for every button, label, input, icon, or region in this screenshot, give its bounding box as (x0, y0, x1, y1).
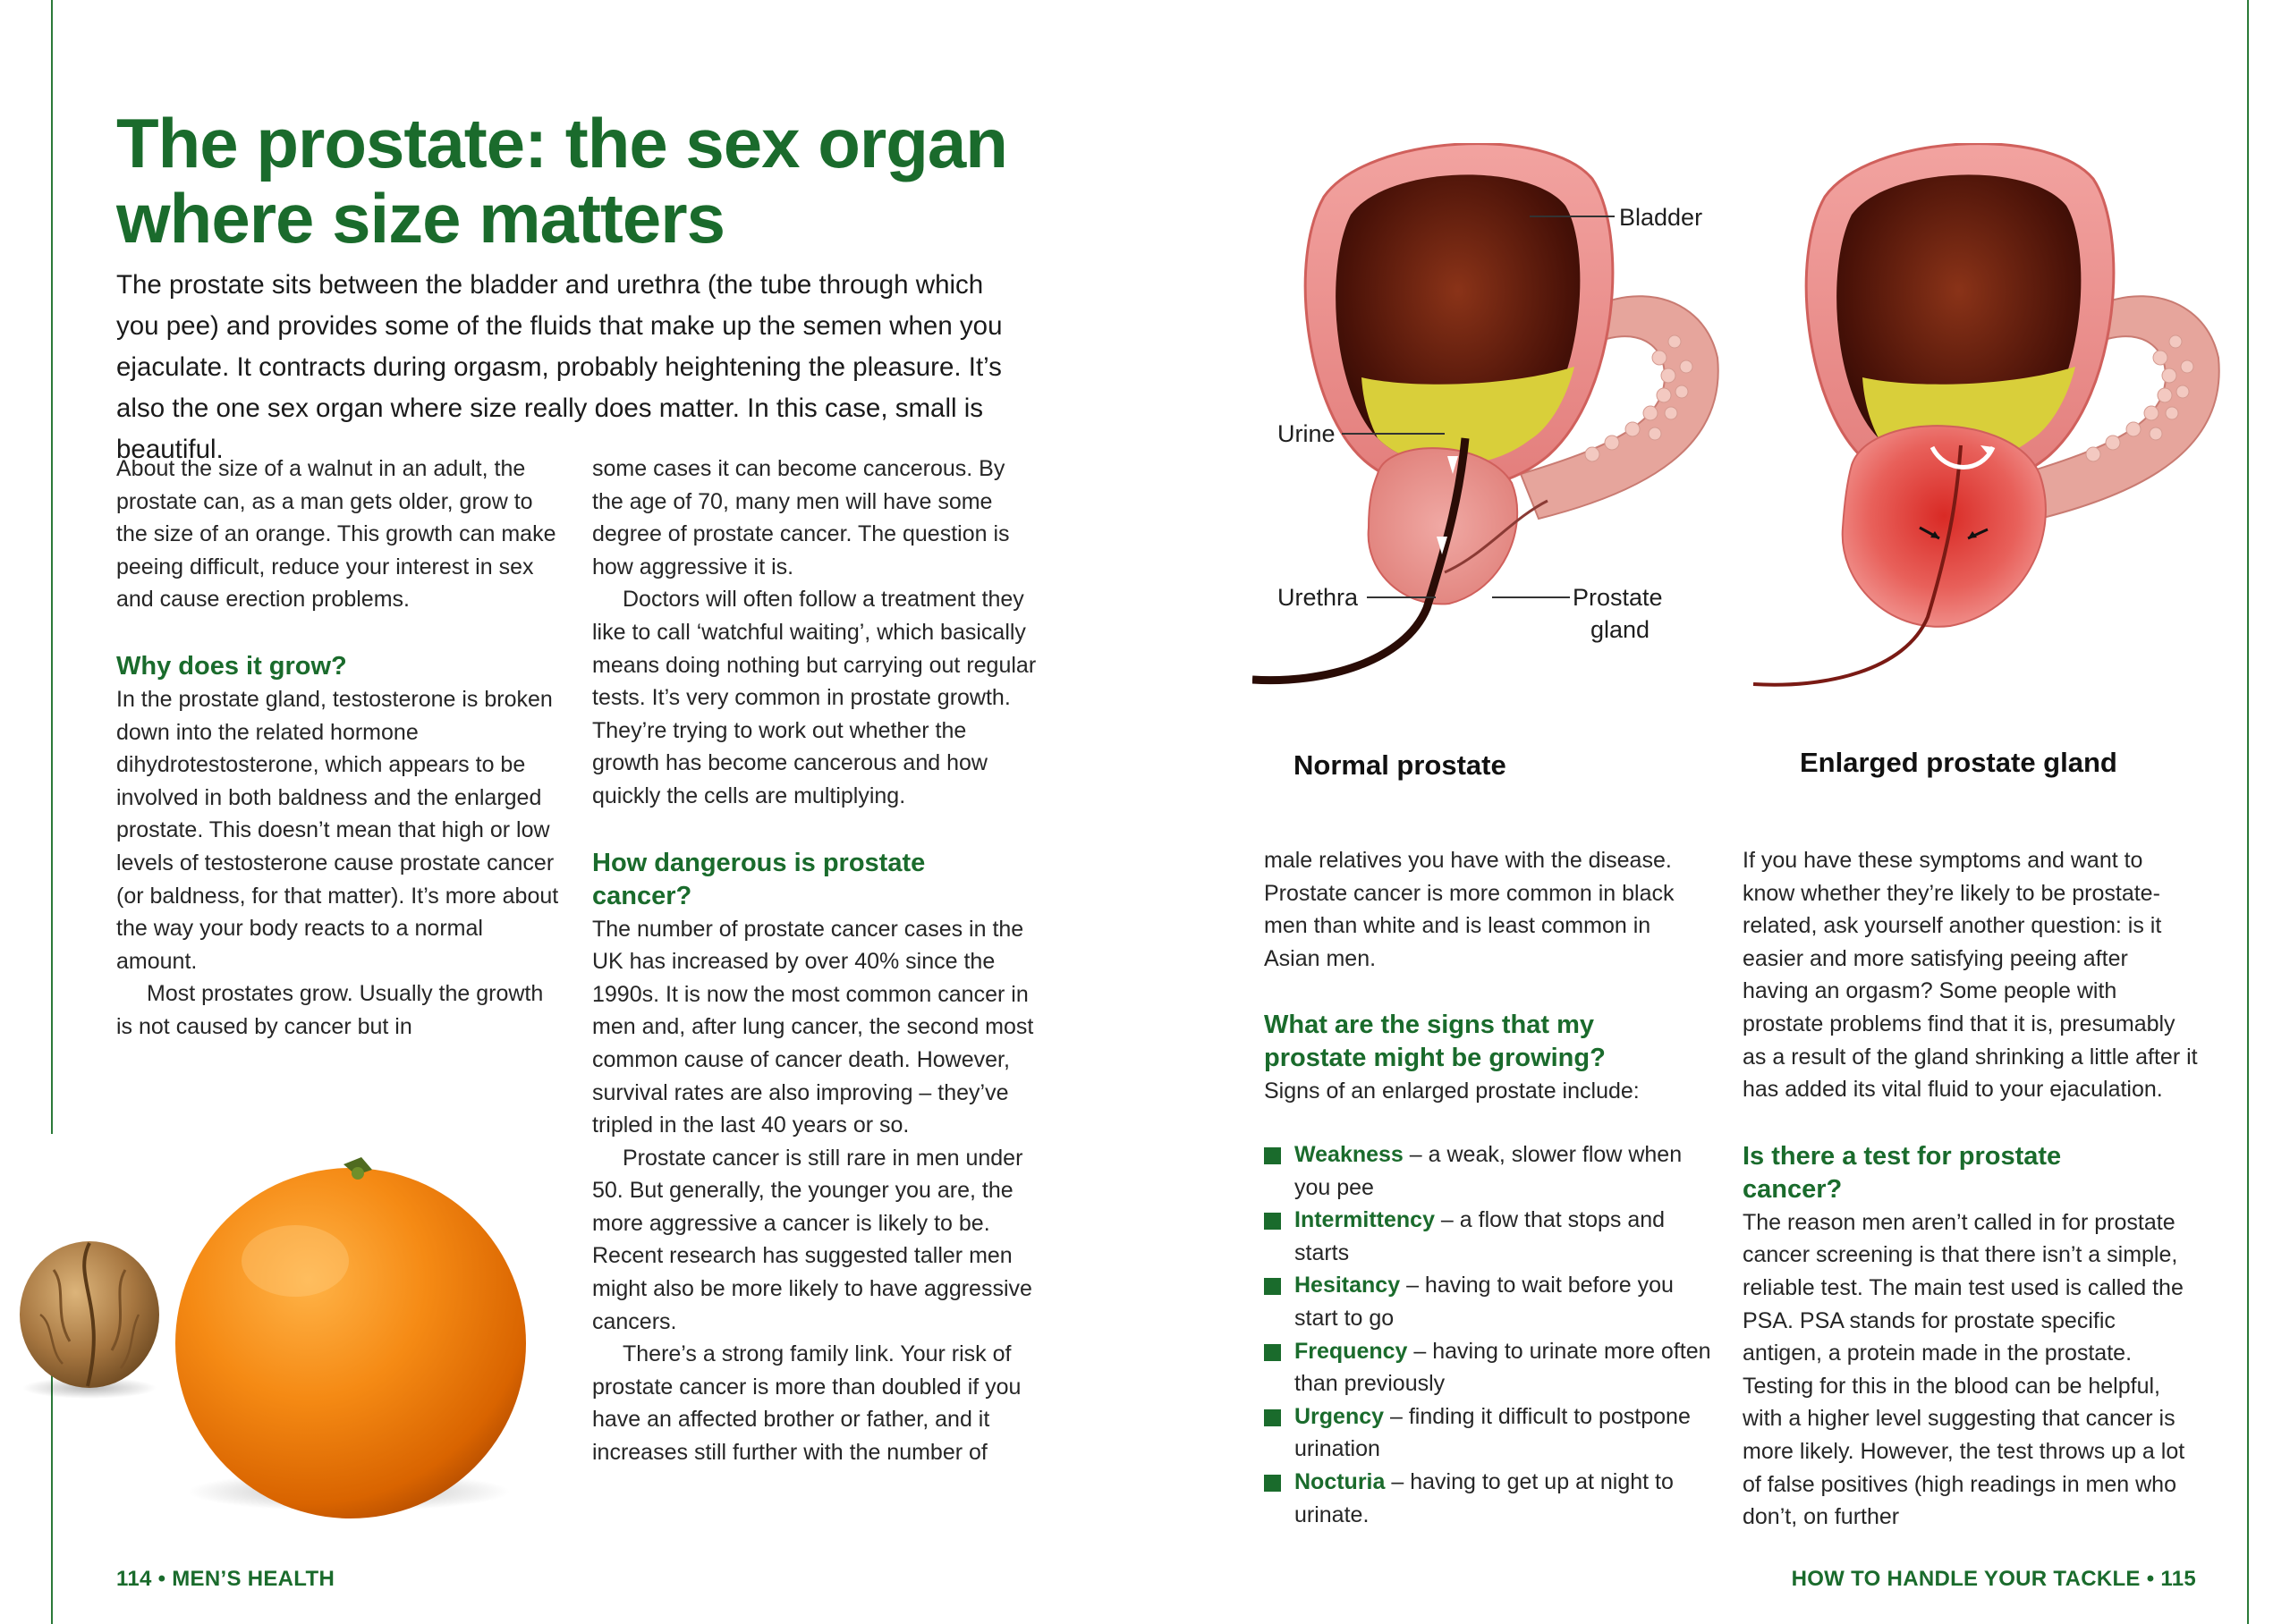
orange (175, 1157, 526, 1518)
list-item (1264, 1269, 1711, 1334)
column-2 (592, 453, 1039, 1469)
paragraph: The reason men aren’t called in for prostate cancer screening is that there isn’t a simple, reliable test. The main test used is called the PSA. PSA stands for prostate specific antigen, a protein made in the prostate. Testing for this in the blood can be helpful, with a higher level suggesting that cancer is more likely. However, the test throws up a lot of false positives (high readings in men who don’t, on further (1743, 1209, 2185, 1530)
symptom-list (1264, 1138, 1711, 1531)
symptom-term: Nocturia (1294, 1468, 1386, 1494)
prostate-gland (1369, 448, 1518, 604)
paragraph: Doctors will often follow a treatment they like to call ‘watchful waiting’, which basically means doing nothing but carrying out regular tests. It’s very common in prostate growth. They’re trying to work out whether the growth has become cancerous and how quickly the cells are multiplying. (592, 587, 1037, 808)
paragraph: Prostate cancer is still rare in men under 50. But generally, the younger you are, the more aggressive a cancer is likely to be. Recent research has suggested taller men might also be more likely to have aggressive cancers. (592, 1145, 1032, 1334)
label-gland: gland (1590, 616, 1650, 643)
footer-right: HOW TO HANDLE YOUR TACKLE • 115 (1791, 1567, 2196, 1591)
symptom-term: Urgency (1294, 1403, 1385, 1429)
paragraph: male relatives you have with the disease. Prostate cancer is more common in black men than white and is least common in Asian men. (1264, 848, 1675, 971)
subheading-signs: What are the signs that my prostate might be growing? (1264, 1011, 1606, 1073)
walnut (20, 1241, 159, 1388)
caption-enlarged-prostate: Enlarged prostate gland (1800, 747, 2117, 778)
paragraph: If you have these symptoms and want to know whether they’re likely to be prostate-related, ask yourself another question: is it easier and more satisfying peeing after having an orgasm? Some people with prostate problems find that it is, presumably as a result of the gland shrinking a little after it has added its vital fluid to your ejaculation. (1743, 848, 2198, 1103)
paragraph: The number of prostate cancer cases in the UK has increased by over 40% since the 1990s. It is now the most common cancer in men and, after lung cancer, the second most common cause of cancer death. However, survival rates are also improving – they’ve tripled in the last 40 years or so. (592, 916, 1034, 1138)
column-3 (1264, 844, 1711, 1531)
label-prostate: Prostate (1573, 584, 1663, 611)
footer-left: 114 • MEN’S HEALTH (116, 1567, 335, 1591)
column-4 (1743, 844, 2199, 1534)
list-item (1264, 1138, 1711, 1204)
subheading-why-grow: Why does it grow? (116, 651, 347, 681)
paragraph: There’s a strong family link. Your risk of prostate cancer is more than doubled if you have an affected brother or father, and it increases still further with the number of (592, 1341, 1022, 1466)
symptom-desc: – having to get up at night to urinate. (1294, 1468, 1674, 1527)
symptom-desc: – having to urinate more often than previously (1294, 1338, 1711, 1397)
left-page-rule-top (51, 0, 53, 1134)
list-item (1264, 1400, 1711, 1466)
label-bladder: Bladder (1619, 204, 1703, 231)
symptom-desc: – having to wait before you start to go (1294, 1273, 1674, 1331)
enlarged-prostate-gland (1843, 426, 2046, 627)
symptom-desc: – a weak, slower flow when you pee (1294, 1141, 1683, 1200)
column-1 (116, 453, 564, 1044)
subheading-test: Is there a test for prostate cancer? (1743, 1141, 2062, 1204)
normal-prostate-illustration (1252, 144, 1718, 681)
symptom-term: Frequency (1294, 1338, 1408, 1364)
symptom-term: Hesitancy (1294, 1273, 1401, 1298)
label-urine: Urine (1277, 420, 1336, 447)
symptom-term: Intermittency (1294, 1207, 1435, 1233)
paragraph: Signs of an enlarged prostate include: (1264, 1078, 1640, 1104)
symptom-term: Weakness (1294, 1141, 1404, 1167)
paragraph: About the size of a walnut in an adult, the prostate can, as a man gets older, grow to the size of an orange. This growth can make peeing difficult, reduce your interest in sex and cause erection problems. (116, 456, 556, 613)
prostate-diagram (1252, 143, 2227, 823)
list-item (1264, 1335, 1711, 1400)
list-item (1264, 1466, 1711, 1531)
intro-paragraph: The prostate sits between the bladder and urethra (the tube through which you pee) and provides some of the fluids that make up the semen when you ejaculate. It contracts during orgasm, probably heightening the pleasure. It’s also the one sex organ where size really does matter. In this case, small is beautiful. (116, 270, 1003, 464)
symptom-desc: – finding it difficult to postpone urination (1294, 1403, 1691, 1462)
paragraph: some cases it can become cancerous. By the age of 70, many men will have some degree of prostate cancer. The question is how aggressive it is. (592, 456, 1010, 579)
label-urethra: Urethra (1277, 584, 1359, 611)
right-page-rule (2247, 0, 2249, 1624)
paragraph: Most prostates grow. Usually the growth is not caused by cancer but in (116, 981, 544, 1039)
walnut-orange-illustration (0, 1109, 555, 1520)
page-title: The prostate: the sex organ where size matters (116, 104, 1007, 258)
caption-normal-prostate: Normal prostate (1293, 749, 1506, 781)
enlarged-prostate-illustration (1753, 144, 2219, 685)
list-item (1264, 1204, 1711, 1269)
paragraph: In the prostate gland, testosterone is broken down into the related hormone dihydrotestosterone, which appears to be involved in both baldness and the enlarged prostate. This doesn’t mean that high or low levels of testosterone cause prostate cancer (or baldness, for that matter). It’s more about the way your body reacts to a normal amount. (116, 686, 559, 974)
symptom-desc: – a flow that stops and starts (1294, 1207, 1666, 1265)
subheading-how-dangerous: How dangerous is prostate cancer? (592, 848, 926, 910)
